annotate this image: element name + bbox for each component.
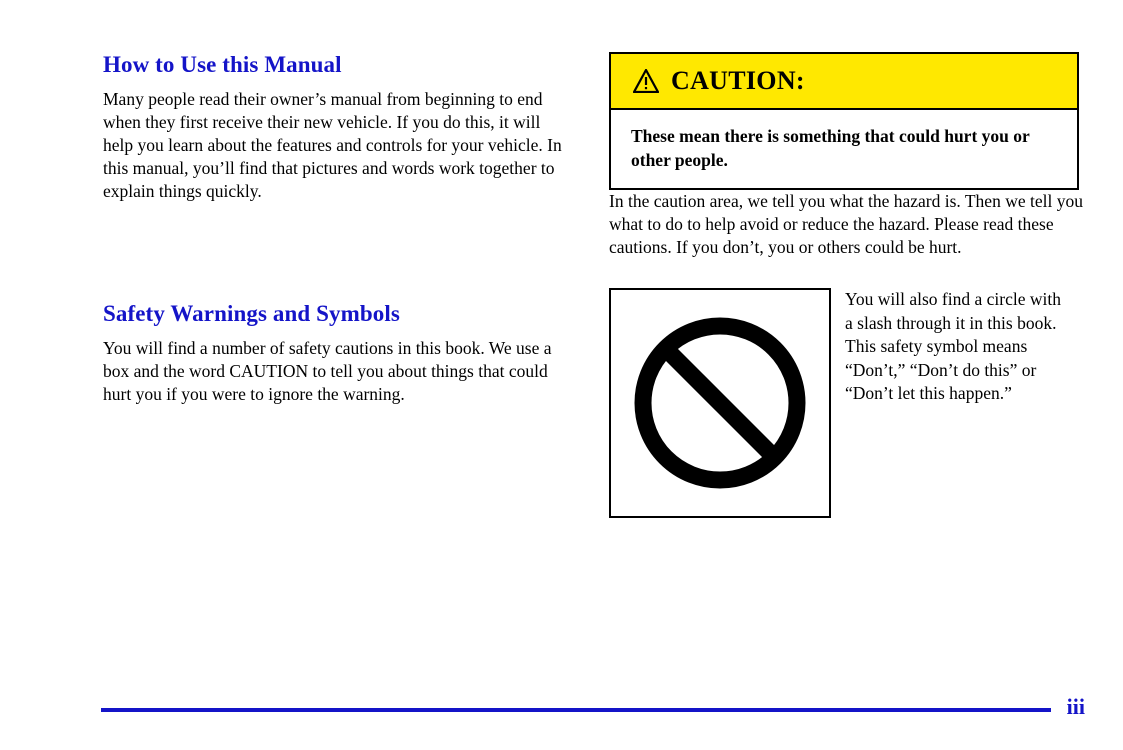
caution-title: CAUTION:	[671, 66, 805, 95]
heading-safety-warnings-and-symbols: Safety Warnings and Symbols	[103, 301, 400, 326]
heading-how-to-use-this-manual: How to Use this Manual	[103, 52, 342, 77]
page-number: iii	[1066, 694, 1085, 719]
caution-box	[609, 52, 1079, 190]
column-spacer	[103, 203, 573, 301]
caution-box-body	[611, 110, 1077, 188]
caution-box-header	[611, 54, 1077, 110]
footer-divider	[101, 708, 1051, 712]
symbol-caption: You will also find a circle with a slash through it in this book. This safety symbol means “Don’t,” “Don’t do this” or “Don’t let this happen.”	[845, 289, 1061, 403]
circle-slash-prohibition-icon	[629, 312, 811, 494]
symbol-frame	[609, 288, 831, 518]
caution-body-text: These mean there is something that could hurt you or other people.	[631, 126, 1030, 170]
paragraph-after-caution: In the caution area, we tell you what the hazard is. Then we tell you what to do to help avoid or reduce the hazard. Please read these cautions. If you don’t, you or others could be hurt.	[609, 191, 1083, 257]
left-column	[103, 52, 573, 406]
symbol-block	[609, 288, 1085, 518]
paragraph-how-to-use-this-manual: Many people read their owner’s manual from beginning to end when they first receive their new vehicle. If you do this, it will help you learn about the features and controls for your vehicle. In this manual, you’ll find that pictures and words work together to explain things quickly.	[103, 89, 562, 201]
right-column	[609, 52, 1085, 518]
warning-triangle-icon	[633, 69, 659, 93]
paragraph-safety-warnings-and-symbols: You will find a number of safety cautions in this book. We use a box and the word CAUTION to tell you about things that could hurt you if you were to ignore the warning.	[103, 338, 552, 404]
